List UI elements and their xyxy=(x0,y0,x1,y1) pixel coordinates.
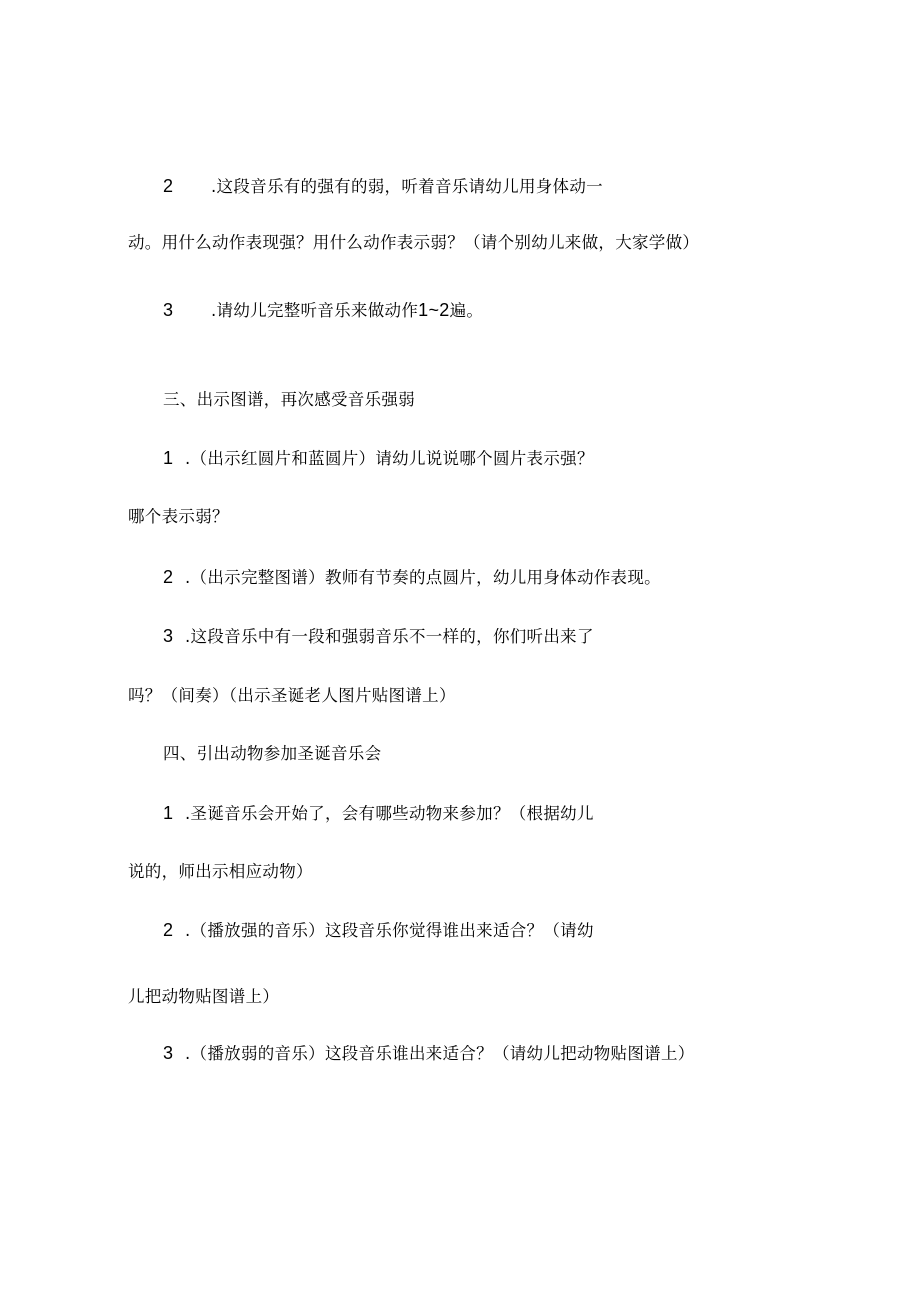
item-2-line-1 xyxy=(163,174,603,199)
item-text: .（出示红圆片和蓝圆片）请幼儿说说哪个圆片表示强？ xyxy=(185,449,594,468)
item-text: .这段音乐中有一段和强弱音乐不一样的，你们听出来了 xyxy=(185,627,594,646)
item-number: 1 xyxy=(163,803,174,823)
item-text: 哪个表示弱？ xyxy=(128,507,229,526)
item-text: 说的，师出示相应动物） xyxy=(128,862,313,881)
item-text: 儿把动物贴图谱上） xyxy=(128,987,280,1006)
item-number: 2 xyxy=(163,176,174,196)
item-text: 吗？（间奏）（出示圣诞老人图片贴图谱上） xyxy=(128,686,456,705)
heading-text: 四、引出动物参加圣诞音乐会 xyxy=(163,744,382,763)
item-3-line-1 xyxy=(163,624,594,649)
item-text: .（播放强的音乐）这段音乐你觉得谁出来适合？（请幼 xyxy=(185,921,594,940)
item-number: 3 xyxy=(163,1043,174,1063)
item-1-line-1 xyxy=(163,446,594,471)
item-3-line-2 xyxy=(128,684,456,708)
item-number: 3 xyxy=(163,300,174,320)
heading-text: 三、出示图谱，再次感受音乐强弱 xyxy=(163,390,415,409)
item-number: 2 xyxy=(163,920,174,940)
item-number: 1 xyxy=(163,448,174,468)
item-2-line xyxy=(163,565,661,590)
item-3-line xyxy=(163,298,483,323)
item-1-line-1-s4 xyxy=(163,801,594,826)
item-text: .请幼儿完整听音乐来做动作 xyxy=(211,301,419,320)
section-heading-3 xyxy=(163,388,415,412)
item-text: 动。用什么动作表现强？用什么动作表示弱？（请个别幼儿来做，大家学做） xyxy=(128,233,700,252)
item-2-line-2-s4 xyxy=(128,985,279,1009)
item-2-line-2 xyxy=(128,231,699,255)
item-text: .圣诞音乐会开始了，会有哪些动物来参加？（根据幼儿 xyxy=(185,804,594,823)
item-number: 2 xyxy=(163,567,174,587)
item-text-tail: 遍。 xyxy=(449,301,484,320)
item-1-line-2 xyxy=(128,505,229,529)
section-heading-4 xyxy=(163,742,381,766)
item-3-line-s4 xyxy=(163,1041,695,1066)
item-text: .（出示完整图谱）教师有节奏的点圆片，幼儿用身体动作表现。 xyxy=(185,568,661,587)
item-1-line-2-s4 xyxy=(128,860,313,884)
item-text: .（播放弱的音乐）这段音乐谁出来适合？（请幼儿把动物贴图谱上） xyxy=(185,1044,695,1063)
item-number: 3 xyxy=(163,626,174,646)
item-count: 1~2 xyxy=(418,300,450,320)
item-2-line-1-s4 xyxy=(163,918,594,943)
item-text: .这段音乐有的强有的弱，听着音乐请幼儿用身体动一 xyxy=(211,177,603,196)
